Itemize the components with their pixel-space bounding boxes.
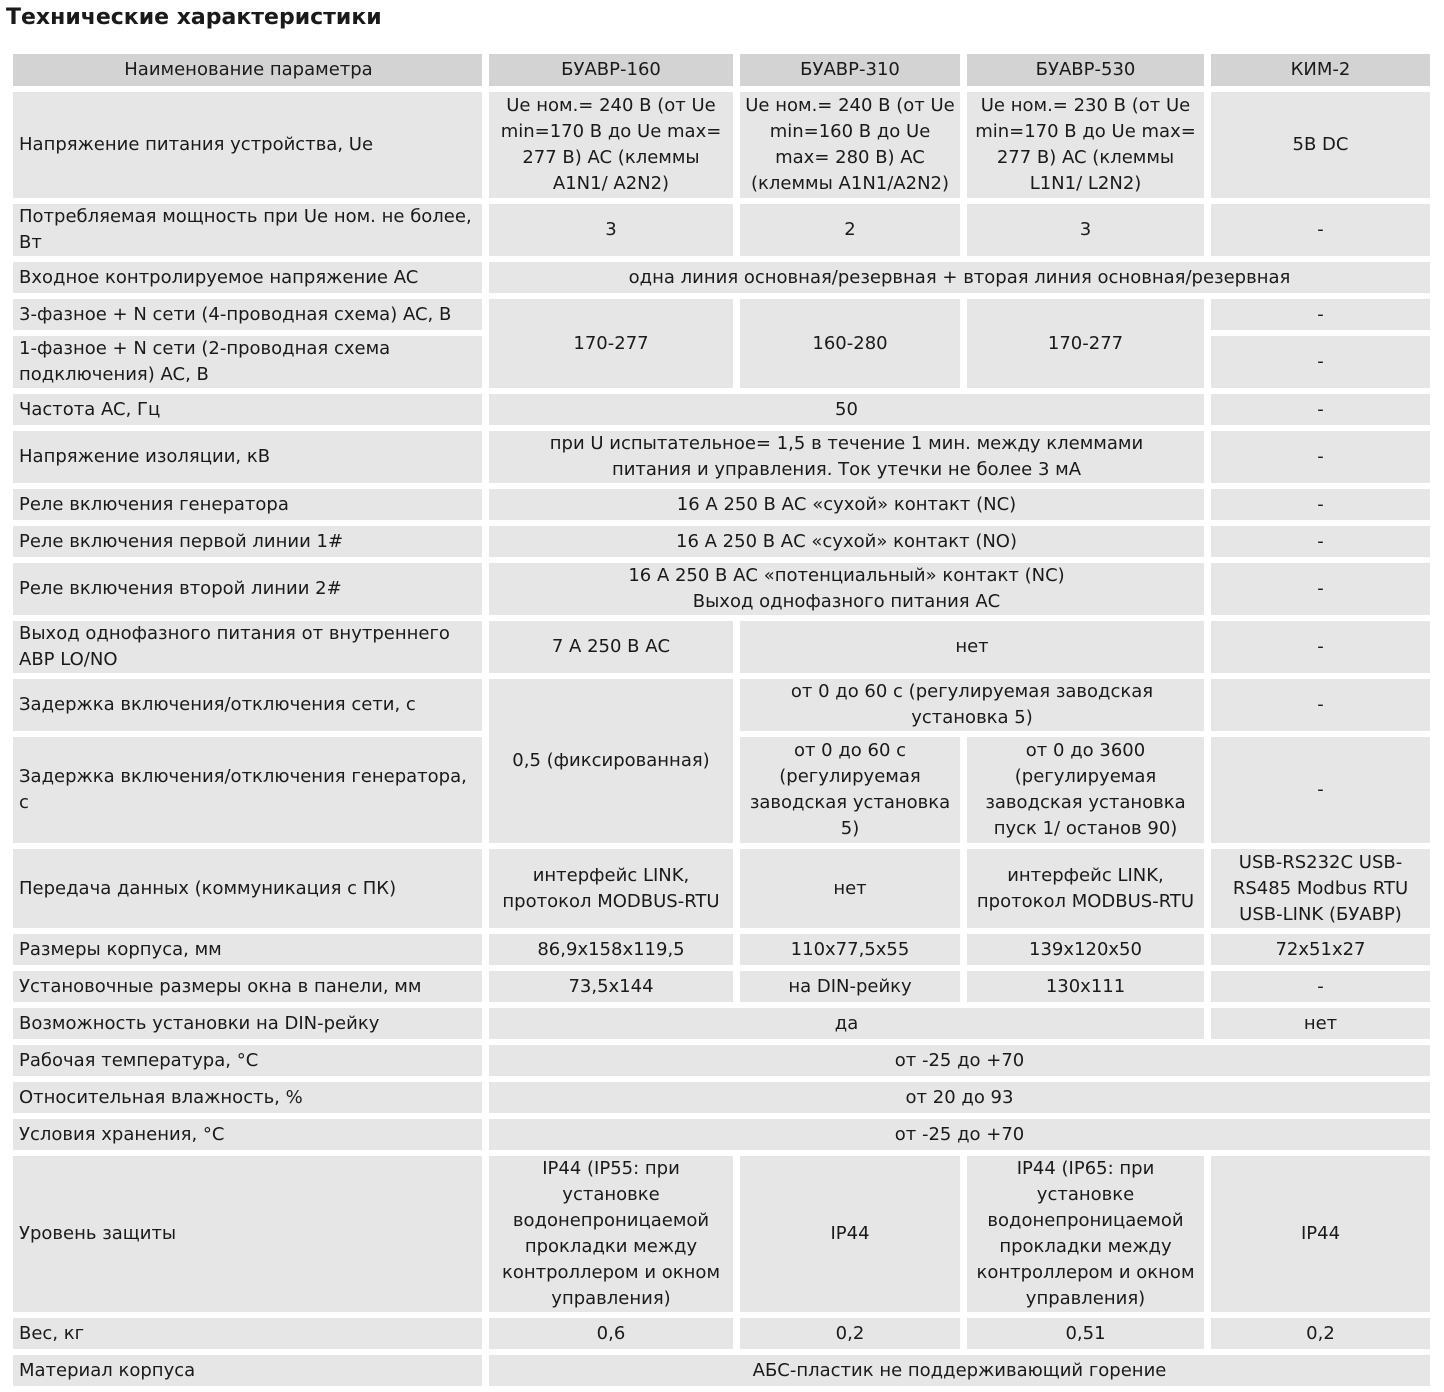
value-cell: 5В DC	[1211, 92, 1430, 198]
value-cell: IP44	[740, 1156, 960, 1312]
table-row	[13, 299, 1430, 330]
value-cell: IP44 (IP65: при установке водонепроницаемой прокладки между контроллером и окном управления)	[967, 1156, 1204, 1312]
header-kim-2: КИМ-2	[1211, 54, 1430, 86]
value-cell: 0,6	[489, 1318, 733, 1349]
table-row	[13, 526, 1430, 557]
table-row	[13, 1156, 1430, 1312]
param-name: Задержка включения/отключения сети, с	[13, 679, 482, 731]
value-cell: нет	[1211, 1008, 1430, 1039]
value-cell: да	[489, 1008, 1204, 1039]
value-cell: от 0 до 3600 (регулируемая заводская установка пуск 1/ останов 90)	[967, 737, 1204, 843]
table-row	[13, 262, 1430, 293]
param-name: Установочные размеры окна в панели, мм	[13, 971, 482, 1002]
value-cell: 130x111	[967, 971, 1204, 1002]
value-cell: 86,9x158x119,5	[489, 934, 733, 965]
value-cell: нет	[740, 849, 960, 928]
page-title: Технические характеристики	[6, 5, 382, 30]
value-cell: от -25 до +70	[489, 1119, 1430, 1150]
param-name: Передача данных (коммуникация с ПК)	[13, 849, 482, 928]
value-cell: 139x120x50	[967, 934, 1204, 965]
value-cell: -	[1211, 336, 1430, 388]
param-name: Входное контролируемое напряжение AC	[13, 262, 482, 293]
value-cell: 3	[967, 204, 1204, 256]
header-buavr-530: БУАВР-530	[967, 54, 1204, 86]
header-row	[13, 54, 1430, 86]
param-name: Относительная влажность, %	[13, 1082, 482, 1113]
value-cell: -	[1211, 563, 1430, 615]
value-cell: 0,2	[1211, 1318, 1430, 1349]
table-row	[13, 971, 1430, 1002]
value-cell: 170-277	[967, 299, 1204, 388]
param-name: Напряжение изоляции, кВ	[13, 431, 482, 483]
table-row	[13, 1008, 1430, 1039]
param-name: 3-фазное + N сети (4-проводная схема) AC, В	[13, 299, 482, 330]
table-row	[13, 1355, 1430, 1386]
value-cell: Ue ном.= 230 В (от Ue min=170 В до Ue max= 277 В) AC (клеммы L1N1/ L2N2)	[967, 92, 1204, 198]
value-cell: -	[1211, 737, 1430, 843]
value-cell: -	[1211, 526, 1430, 557]
param-name: Реле включения генератора	[13, 489, 482, 520]
table-row	[13, 92, 1430, 198]
header-param: Наименование параметра	[13, 54, 482, 86]
param-name: Выход однофазного питания от внутреннего АВР LO/NO	[13, 621, 482, 673]
value-cell: 0,5 (фиксированная)	[489, 679, 733, 843]
header-buavr-160: БУАВР-160	[489, 54, 733, 86]
table-row	[13, 431, 1430, 483]
param-name: Потребляемая мощность при Ue ном. не более, Вт	[13, 204, 482, 256]
param-name: Реле включения первой линии 1#	[13, 526, 482, 557]
value-cell: 160-280	[740, 299, 960, 388]
value-cell: -	[1211, 394, 1430, 425]
param-name: 1-фазное + N сети (2-проводная схема подключения) AC, В	[13, 336, 482, 388]
value-cell: 72x51x27	[1211, 934, 1430, 965]
value-cell: 0,51	[967, 1318, 1204, 1349]
value-cell: 16 А 250 В АС «потенциальный» контакт (NC) Выход однофазного питания АС	[489, 563, 1204, 615]
param-name: Задержка включения/отключения генератора, с	[13, 737, 482, 843]
value-cell: 73,5x144	[489, 971, 733, 1002]
table-row	[13, 394, 1430, 425]
value-cell: -	[1211, 489, 1430, 520]
table-row	[13, 934, 1430, 965]
value-cell: от 20 до 93	[489, 1082, 1430, 1113]
value-cell: USB-RS232C USB-RS485 Modbus RTU USB-LINK (БУАВР)	[1211, 849, 1430, 928]
spec-table	[6, 48, 1437, 1392]
table-row	[13, 1045, 1430, 1076]
value-cell: IP44 (IP55: при установке водонепроницаемой прокладки между контроллером и окном управления)	[489, 1156, 733, 1312]
value-cell: -	[1211, 204, 1430, 256]
value-cell: от -25 до +70	[489, 1045, 1430, 1076]
value-cell: -	[1211, 431, 1430, 483]
value-cell: IP44	[1211, 1156, 1430, 1312]
value-cell: на DIN-рейку	[740, 971, 960, 1002]
value-cell: интерфейс LINK, протокол MODBUS-RTU	[967, 849, 1204, 928]
table-row	[13, 1119, 1430, 1150]
value-cell: интерфейс LINK, протокол MODBUS-RTU	[489, 849, 733, 928]
param-name: Напряжение питания устройства, Ue	[13, 92, 482, 198]
value-cell: 170-277	[489, 299, 733, 388]
value-cell: -	[1211, 299, 1430, 330]
value-cell: 0,2	[740, 1318, 960, 1349]
value-cell: 110x77,5x55	[740, 934, 960, 965]
value-cell: 2	[740, 204, 960, 256]
value-cell: 50	[489, 394, 1204, 425]
value-cell: -	[1211, 679, 1430, 731]
table-row	[13, 849, 1430, 928]
param-name: Уровень защиты	[13, 1156, 482, 1312]
value-cell: 3	[489, 204, 733, 256]
value-cell: 16 А 250 В АС «сухой» контакт (NO)	[489, 526, 1204, 557]
param-name: Рабочая температура, °С	[13, 1045, 482, 1076]
value-cell: АБС-пластик не поддерживающий горение	[489, 1355, 1430, 1386]
value-cell: Ue ном.= 240 В (от Ue min=160 В до Ue max= 280 В) AC (клеммы A1N1/A2N2)	[740, 92, 960, 198]
value-cell: одна линия основная/резервная + вторая линия основная/резервная	[489, 262, 1430, 293]
value-cell: Ue ном.= 240 В (от Ue min=170 В до Ue max= 277 В) AC (клеммы A1N1/ A2N2)	[489, 92, 733, 198]
value-cell: от 0 до 60 с (регулируемая заводская установка 5)	[740, 737, 960, 843]
value-cell: нет	[740, 621, 1204, 673]
param-name: Размеры корпуса, мм	[13, 934, 482, 965]
table-row	[13, 204, 1430, 256]
header-buavr-310: БУАВР-310	[740, 54, 960, 86]
param-name: Вес, кг	[13, 1318, 482, 1349]
param-name: Реле включения второй линии 2#	[13, 563, 482, 615]
table-row	[13, 563, 1430, 615]
value-cell: 16 А 250 В АС «сухой» контакт (NC)	[489, 489, 1204, 520]
param-name: Материал корпуса	[13, 1355, 482, 1386]
value-cell: 7 А 250 В АС	[489, 621, 733, 673]
table-row	[13, 1082, 1430, 1113]
value-cell: -	[1211, 971, 1430, 1002]
param-name: Частота AC, Гц	[13, 394, 482, 425]
value-cell: от 0 до 60 с (регулируемая заводская установка 5)	[740, 679, 1204, 731]
value-cell: -	[1211, 621, 1430, 673]
table-row	[13, 679, 1430, 731]
param-name: Условия хранения, °С	[13, 1119, 482, 1150]
table-row	[13, 621, 1430, 673]
table-row	[13, 489, 1430, 520]
value-cell: при U испытательное= 1,5 в течение 1 мин. между клеммами питания и управления. Ток утечки не более 3 мА	[489, 431, 1204, 483]
param-name: Возможность установки на DIN-рейку	[13, 1008, 482, 1039]
